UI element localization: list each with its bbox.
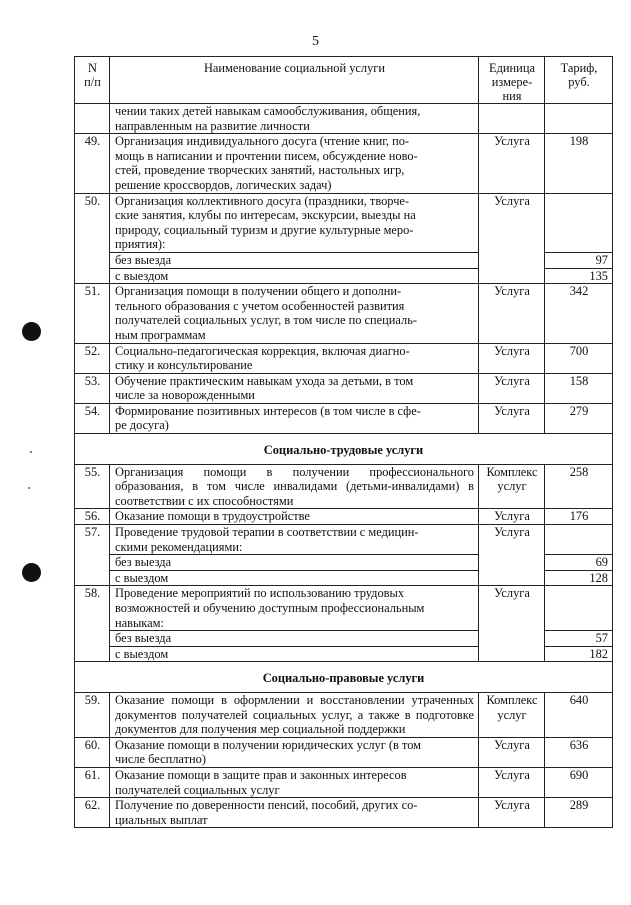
page-number: 5 [312, 34, 319, 49]
unit: Услуга [479, 586, 545, 662]
table-row [75, 284, 613, 343]
tariff: 128 [545, 570, 613, 586]
header-tariff: Тариф, руб. [545, 57, 613, 104]
tariff: 289 [545, 798, 613, 828]
service-name: Социально-педагогическая коррекция, включая диагно- стику и консультирование [110, 343, 479, 373]
row-number: 54. [75, 403, 110, 433]
unit: Услуга [479, 798, 545, 828]
tariff: 135 [545, 268, 613, 284]
section-row [75, 434, 613, 465]
section-row [75, 662, 613, 693]
unit: Услуга [479, 509, 545, 525]
table-row [75, 193, 613, 252]
unit: Услуга [479, 525, 545, 586]
row-number: 61. [75, 767, 110, 797]
row-number: 49. [75, 134, 110, 193]
tariff: 640 [545, 692, 613, 737]
tariff: 158 [545, 373, 613, 403]
row-number: 50. [75, 193, 110, 284]
unit: Услуга [479, 134, 545, 193]
service-name: Оказание помощи в защите прав и законных интересов получателей социальных услуг [110, 767, 479, 797]
service-name: Проведение трудовой терапии в соответствии с медицин- скими рекомендациями: [110, 525, 479, 555]
unit: Услуга [479, 284, 545, 343]
unit: Комплекс услуг [479, 464, 545, 509]
section-heading-labor: Социально-трудовые услуги [75, 434, 613, 465]
row-number: 57. [75, 525, 110, 586]
subservice-name: без выезда [110, 252, 479, 268]
unit: Услуга [479, 767, 545, 797]
service-name: Формирование позитивных интересов (в том числе в сфе- ре досуга) [110, 403, 479, 433]
table-row [75, 373, 613, 403]
service-name: Организация помощи в получении общего и дополни- тельного образования с учетом особенностей развития получателей социальных услуг, в том числе по специаль- ным программам [110, 284, 479, 343]
speck [28, 487, 30, 489]
row-number: 56. [75, 509, 110, 525]
tariff: 97 [545, 252, 613, 268]
table-row [75, 525, 613, 555]
tariff: 258 [545, 464, 613, 509]
header-unit: Единица измере- ния [479, 57, 545, 104]
row-number: 53. [75, 373, 110, 403]
row-number: 60. [75, 737, 110, 767]
unit: Услуга [479, 343, 545, 373]
table-row [75, 104, 613, 134]
tariff: 57 [545, 631, 613, 647]
subservice-name: без выезда [110, 631, 479, 647]
subservice-name: без выезда [110, 555, 479, 571]
table-row [75, 403, 613, 433]
row-number: 62. [75, 798, 110, 828]
tariff-table [74, 56, 613, 828]
table-row [75, 692, 613, 737]
table-header-row [75, 57, 613, 104]
service-name: Оказание помощи в получении юридических услуг (в том числе бесплатно) [110, 737, 479, 767]
table-row [75, 343, 613, 373]
service-name: Оказание помощи в оформлении и восстановлении утраченных документов получателей социальных услуг, а также в подготовке документов для получения мер социальной поддержки [110, 692, 479, 737]
unit: Услуга [479, 737, 545, 767]
header-number: N п/п [75, 57, 110, 104]
tariff: 690 [545, 767, 613, 797]
row-number: 55. [75, 464, 110, 509]
tariff: 176 [545, 509, 613, 525]
service-name: Оказание помощи в трудоустройстве [110, 509, 479, 525]
subservice-name: с выездом [110, 268, 479, 284]
service-name: Организация коллективного досуга (праздники, творче- ские занятия, клубы по интересам, экскурсии, выезды на природу, социальный туризм и другие культурные меро- приятия): [110, 193, 479, 252]
service-name: Организация помощи в получении профессионального образования, в том числе инвалидами (детьми-инвалидами) в соответствии с их способностями [110, 464, 479, 509]
table-row [75, 737, 613, 767]
service-name: Получение по доверенности пенсий, пособий, других со- циальных выплат [110, 798, 479, 828]
header-service-name: Наименование социальной услуги [110, 57, 479, 104]
service-name: Обучение практическим навыкам ухода за детьми, в том числе за новорожденными [110, 373, 479, 403]
table-row [75, 586, 613, 631]
tariff: 636 [545, 737, 613, 767]
row-number: 58. [75, 586, 110, 662]
punch-hole [22, 563, 41, 582]
row-number: 52. [75, 343, 110, 373]
table-row [75, 464, 613, 509]
tariff: 342 [545, 284, 613, 343]
table-row [75, 798, 613, 828]
table-row [75, 134, 613, 193]
section-heading-legal: Социально-правовые услуги [75, 662, 613, 693]
speck [30, 451, 32, 453]
service-name: чении таких детей навыкам самообслуживания, общения, направленным на развитие личности [110, 104, 479, 134]
service-name: Организация индивидуального досуга (чтение книг, по- мощь в написании и прочтении писем, обсуждение ново- стей, проведение творческих занятий, настольных игр, решение кроссвордов, логических задач) [110, 134, 479, 193]
tariff: 69 [545, 555, 613, 571]
table-row [75, 767, 613, 797]
tariff: 700 [545, 343, 613, 373]
row-number: 59. [75, 692, 110, 737]
unit: Услуга [479, 373, 545, 403]
tariff: 182 [545, 646, 613, 662]
unit: Услуга [479, 403, 545, 433]
subservice-name: с выездом [110, 646, 479, 662]
service-name: Проведение мероприятий по использованию трудовых возможностей и обучению доступным профессиональным навыкам: [110, 586, 479, 631]
subservice-name: с выездом [110, 570, 479, 586]
row-number: 51. [75, 284, 110, 343]
tariff: 279 [545, 403, 613, 433]
unit: Комплекс услуг [479, 692, 545, 737]
unit: Услуга [479, 193, 545, 284]
table-row [75, 509, 613, 525]
tariff: 198 [545, 134, 613, 193]
punch-hole [22, 322, 41, 341]
